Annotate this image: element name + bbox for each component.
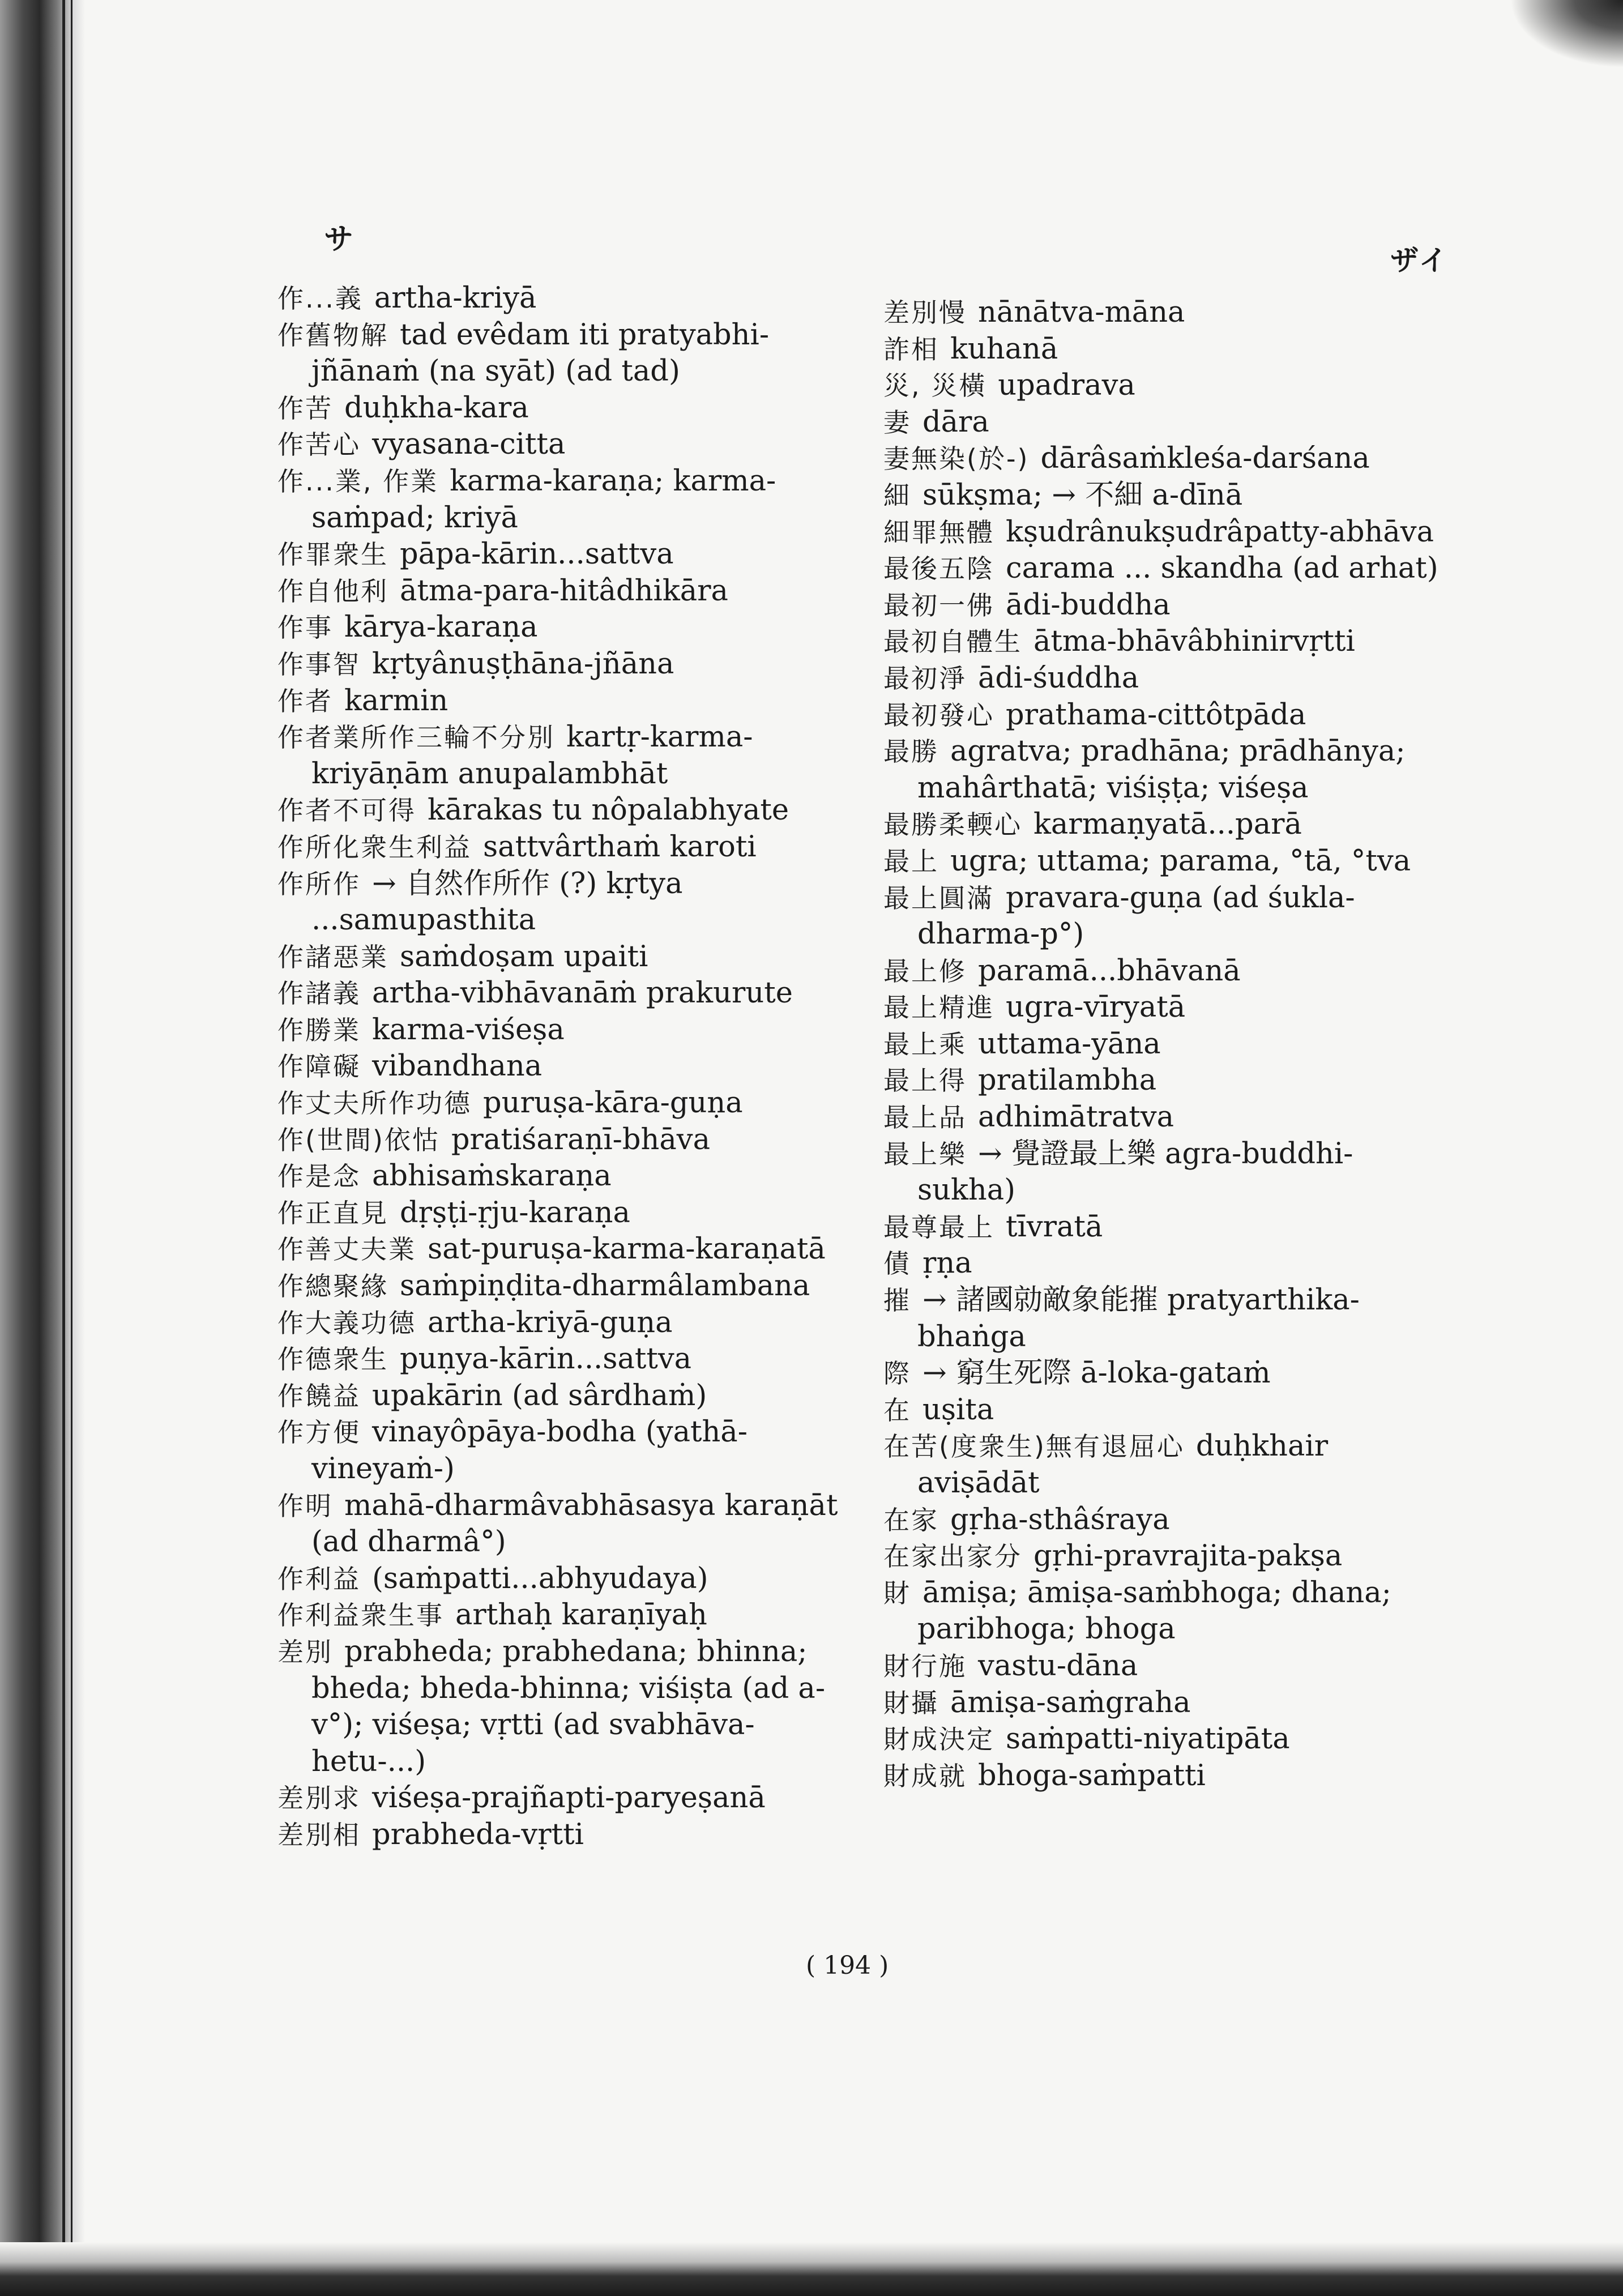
entry-sanskrit: karmaṇyatā...parā [1033, 808, 1302, 842]
entry-sanskrit: karmin [344, 684, 449, 718]
entry-term: 作是念 [277, 1161, 361, 1192]
dictionary-entry [277, 1378, 855, 1415]
dictionary-entry [277, 426, 855, 463]
entry-term: 在家 [883, 1504, 939, 1535]
entry-sanskrit: ādi-buddha [1006, 588, 1171, 622]
entry-sanskrit: pravara-guṇa (ad śukla-dharma-p°) [917, 881, 1355, 951]
entry-term: 最初自體生 [883, 626, 1022, 658]
dictionary-entry [883, 1758, 1444, 1795]
entry-sanskrit: tīvratā [1006, 1210, 1103, 1244]
entry-sanskrit: vastu-dāna [978, 1649, 1138, 1683]
binding-line [62, 0, 65, 2296]
dictionary-entry [883, 514, 1444, 551]
entry-term: 妻無染(於-) [883, 443, 1030, 475]
dictionary-entry [277, 536, 855, 573]
dictionary-entry [277, 1488, 855, 1561]
entry-sanskrit: sattvârthaṁ karoti [483, 830, 757, 864]
dictionary-entry [277, 1817, 855, 1854]
entry-term: 在苦(度衆生)無有退屈心 [883, 1431, 1185, 1462]
entry-sanskrit: gṛha-sthâśraya [950, 1503, 1170, 1537]
entry-term: 最勝柔輭心 [883, 809, 1022, 840]
entry-sanskrit: prabheda-vṛtti [372, 1817, 584, 1851]
dictionary-entry [277, 719, 855, 792]
dictionary-entry [277, 792, 855, 829]
entry-sanskrit: → 諸國勍敵象能摧 pratyarthika-bhaṅga [917, 1283, 1360, 1354]
section-kana-right: ザイ [1390, 244, 1450, 277]
dictionary-entry [883, 1062, 1444, 1099]
entry-sanskrit: kārya-karaṇa [344, 611, 538, 645]
bottom-edge-shadow [0, 2242, 1623, 2296]
entry-term: 作總聚緣 [277, 1271, 388, 1302]
entry-term: 作饒益 [277, 1380, 361, 1411]
entry-term: 作障礙 [277, 1051, 361, 1082]
entry-sanskrit: pratilambha [978, 1064, 1157, 1098]
entry-term: 債 [883, 1248, 911, 1279]
entry-term: 差別求 [277, 1783, 361, 1814]
entry-term: 作苦心 [277, 429, 361, 460]
dictionary-entry [277, 280, 855, 317]
dictionary-entry [277, 1780, 855, 1817]
entry-term: 最上品 [883, 1102, 967, 1133]
entry-term: 在家出家分 [883, 1541, 1022, 1572]
dictionary-entry [277, 646, 855, 683]
entry-sanskrit: artha-kriyā-guṇa [428, 1305, 673, 1339]
entry-sanskrit: duḥkha-kara [344, 391, 529, 425]
entry-sanskrit: puṇya-kārin...sattva [400, 1342, 692, 1376]
dictionary-entry [883, 1136, 1444, 1209]
entry-sanskrit: āmiṣa-saṁgraha [950, 1685, 1191, 1719]
entry-term: 財 [883, 1577, 911, 1608]
dictionary-entry [277, 975, 855, 1012]
dictionary-entry [277, 939, 855, 976]
entry-term: 作舊物解 [277, 319, 388, 351]
dictionary-entry [883, 806, 1444, 843]
entry-term: 作...業, 作業 [277, 466, 439, 497]
entry-term: 最上樂 [883, 1138, 967, 1170]
dictionary-entry [883, 1209, 1444, 1246]
entry-sanskrit: dāra [922, 405, 989, 439]
dictionary-entry [883, 1502, 1444, 1539]
dictionary-entry [883, 1721, 1444, 1758]
entry-term: 作...義 [277, 283, 363, 314]
dictionary-entry [277, 573, 855, 610]
entry-sanskrit: nānātva-māna [978, 296, 1185, 329]
dictionary-entry [883, 477, 1444, 514]
entry-sanskrit: karma-viśeṣa [372, 1013, 565, 1047]
entry-term: 作諸惡業 [277, 941, 388, 972]
dictionary-entry [883, 1355, 1444, 1392]
entry-term: 妻 [883, 407, 911, 438]
entry-term: 作明 [277, 1490, 333, 1521]
dictionary-entry [883, 441, 1444, 477]
entry-term: 差別 [277, 1636, 333, 1667]
entry-sanskrit: saṁpatti-niyatipāta [1006, 1722, 1290, 1756]
entry-sanskrit: carama ... skandha (ad arhat) [1006, 552, 1438, 586]
dictionary-entry [277, 1195, 855, 1232]
entry-sanskrit: saṁpiṇḍita-dharmâlambana [400, 1269, 810, 1303]
entry-sanskrit: dārâsaṁkleśa-darśana [1040, 442, 1370, 476]
dictionary-entry [883, 587, 1444, 624]
entry-sanskrit: abhisaṁskaraṇa [372, 1159, 612, 1193]
dictionary-entry [883, 697, 1444, 734]
entry-sanskrit: upadrava [998, 369, 1135, 403]
page-number: ( 194 ) [806, 1951, 889, 1980]
dictionary-entry [277, 1122, 855, 1159]
entry-term: 作者 [277, 685, 333, 716]
entry-sanskrit: agratva; pradhāna; prādhānya; mahârthatā; viśiṣṭa; viśeṣa [917, 735, 1406, 805]
entry-sanskrit: vyasana-citta [372, 428, 566, 462]
entry-term: 災, 災橫 [883, 370, 987, 402]
entry-sanskrit: vibandhana [372, 1049, 543, 1083]
dictionary-entry [277, 1634, 855, 1780]
dictionary-entry [277, 390, 855, 427]
entry-sanskrit: karma-karaṇa; karma-saṁpad; kriyā [311, 464, 776, 535]
dictionary-entry [883, 1538, 1444, 1575]
entry-sanskrit: uṣita [922, 1393, 994, 1427]
entry-sanskrit: prabheda; prabhedana; bhinna; bheda; bheda-bhinna; viśiṣta (ad a-v°); viśeṣa; vṛtti (ad svabhāva-hetu-...) [311, 1634, 826, 1778]
entry-term: 差別慢 [883, 297, 967, 328]
dictionary-entry [277, 866, 855, 939]
entry-term: 作方便 [277, 1417, 361, 1448]
entry-term: 作丈夫所作功德 [277, 1088, 472, 1119]
entry-term: 作大義功德 [277, 1307, 416, 1338]
entry-term: 細 [883, 480, 911, 511]
entry-sanskrit: vinayôpāya-bodha (yathā-vineyaṁ-) [311, 1415, 748, 1486]
entry-sanskrit: (saṁpatti...abhyudaya) [372, 1561, 708, 1595]
dictionary-entry [883, 404, 1444, 441]
entry-sanskrit: bhoga-saṁpatti [978, 1759, 1206, 1793]
dictionary-entry [277, 1414, 855, 1487]
dictionary-entry [277, 1231, 855, 1268]
dictionary-entry [883, 295, 1444, 331]
entry-term: 最上 [883, 846, 939, 877]
dictionary-entry [883, 1685, 1444, 1722]
entry-sanskrit: → 自然作所作 (?) kṛtya ...samupasthita [311, 867, 683, 937]
entry-sanskrit: artha-vibhāvanāṁ prakurute [372, 976, 793, 1010]
entry-sanskrit: paramā...bhāvanā [978, 954, 1241, 988]
entry-sanskrit: arthaḥ karaṇīyaḥ [455, 1598, 707, 1632]
entry-term: 作勝業 [277, 1014, 361, 1045]
entry-sanskrit: saṁdoṣam upaiti [400, 940, 648, 974]
entry-term: 財行施 [883, 1650, 967, 1682]
entry-term: 細罪無體 [883, 517, 994, 548]
entry-term: 最上乘 [883, 1028, 967, 1060]
entry-term: 財成決定 [883, 1724, 994, 1755]
entry-sanskrit: kārakas tu nôpalabhyate [428, 793, 789, 827]
dictionary-entry [883, 1026, 1444, 1063]
entry-sanskrit: artha-kriyā [374, 281, 537, 315]
entry-term: 作正直見 [277, 1197, 388, 1228]
section-kana-left: サ [324, 222, 354, 257]
entry-sanskrit: viśeṣa-prajñapti-paryeṣanā [372, 1781, 766, 1815]
entry-term: 差別相 [277, 1819, 361, 1850]
entry-sanskrit: kṛtyânuṣṭhāna-jñāna [372, 647, 674, 681]
entry-sanskrit: sūkṣma; → 不細 a-dīnā [922, 478, 1243, 512]
entry-term: 作事智 [277, 648, 361, 680]
dictionary-entry [883, 1575, 1444, 1648]
entry-sanskrit: ṛṇa [922, 1247, 972, 1281]
dictionary-entry [277, 1012, 855, 1049]
entry-term: 作(世間)依怙 [277, 1124, 440, 1155]
entry-term: 最上圓滿 [883, 882, 994, 914]
entry-term: 作善丈夫業 [277, 1234, 416, 1265]
entry-sanskrit: mahā-dharmâvabhāsasya karaṇāt (ad dharmâ°) [311, 1488, 838, 1559]
entry-term: 詐相 [883, 334, 939, 365]
entry-sanskrit: kṣudrânukṣudrâpatty-abhāva [1006, 515, 1434, 549]
entry-sanskrit: → 覺證最上樂 agra-buddhi-sukha) [917, 1137, 1353, 1207]
entry-term: 際 [883, 1358, 911, 1389]
entry-sanskrit: duḥkhair aviṣādāt [917, 1429, 1329, 1500]
dictionary-entry [883, 368, 1444, 404]
entry-term: 在 [883, 1394, 911, 1426]
dictionary-entry [277, 317, 855, 390]
entry-sanskrit: upakārin (ad sârdhaṁ) [372, 1379, 707, 1412]
entry-term: 最上得 [883, 1065, 967, 1096]
dictionary-entry [277, 609, 855, 646]
entry-sanskrit: puruṣa-kāra-guṇa [483, 1086, 743, 1120]
entry-term: 最初發心 [883, 699, 994, 731]
entry-term: 最上精進 [883, 992, 994, 1023]
dictionary-entry [277, 1561, 855, 1598]
dictionary-entry [883, 660, 1444, 697]
entry-term: 作罪衆生 [277, 539, 388, 570]
dictionary-entry [883, 1648, 1444, 1685]
entry-term: 作德衆生 [277, 1344, 388, 1375]
entry-term: 最後五陰 [883, 553, 994, 584]
dictionary-entry [883, 1245, 1444, 1282]
dictionary-entry [883, 843, 1444, 880]
dictionary-entry [883, 331, 1444, 368]
entry-term: 摧 [883, 1285, 911, 1316]
entry-sanskrit: pratiśaraṇī-bhāva [451, 1123, 711, 1156]
left-column [277, 280, 855, 1854]
entry-term: 作所化衆生利益 [277, 831, 472, 863]
entry-sanskrit: kuhanā [950, 332, 1058, 366]
dictionary-entry [883, 1392, 1444, 1429]
entry-term: 作苦 [277, 392, 333, 424]
entry-term: 作利益衆生事 [277, 1600, 444, 1631]
entry-term: 最尊最上 [883, 1211, 994, 1243]
entry-term: 最上修 [883, 955, 967, 987]
dictionary-entry [277, 1085, 855, 1122]
entry-sanskrit: pāpa-kārin...sattva [400, 537, 674, 571]
entry-term: 作自他利 [277, 575, 388, 607]
dictionary-entry [277, 683, 855, 720]
entry-term: 作事 [277, 612, 333, 643]
dictionary-entry [277, 1597, 855, 1634]
entry-sanskrit: prathama-cittôtpāda [1006, 698, 1306, 732]
entry-term: 財攝 [883, 1687, 939, 1718]
dictionary-entry [277, 1158, 855, 1195]
entry-sanskrit: dṛṣṭi-ṛju-karaṇa [400, 1196, 630, 1230]
corner-shadow [1510, 0, 1623, 68]
entry-term: 作者不可得 [277, 795, 416, 826]
entry-sanskrit: adhimātratva [978, 1100, 1174, 1134]
entry-sanskrit: ātma-para-hitâdhikāra [400, 574, 728, 608]
dictionary-entry [277, 1305, 855, 1342]
dictionary-entry [277, 463, 855, 536]
entry-term: 財成就 [883, 1760, 967, 1791]
binding-line [71, 0, 72, 2296]
entry-sanskrit: tad evêdam iti pratyabhi-jñānaṁ (na syāt) (ad tad) [311, 318, 770, 389]
entry-sanskrit: sat-puruṣa-karma-karaṇatā [428, 1232, 826, 1266]
entry-sanskrit: ugra; uttama; parama, °tā, °tva [950, 844, 1411, 878]
dictionary-entry [277, 1048, 855, 1085]
entry-term: 最勝 [883, 736, 939, 767]
entry-term: 作者業所作三輪不分別 [277, 722, 555, 753]
dictionary-entry [883, 1428, 1444, 1501]
dictionary-entry [277, 829, 855, 866]
entry-sanskrit: gṛhi-pravrajita-pakṣa [1033, 1539, 1343, 1573]
dictionary-entry [883, 953, 1444, 990]
dictionary-entry [883, 624, 1444, 660]
right-column [883, 295, 1444, 1794]
entry-sanskrit: uttama-yāna [978, 1027, 1161, 1061]
dictionary-entry [883, 989, 1444, 1026]
entry-sanskrit: ātma-bhāvâbhinirvṛtti [1033, 625, 1355, 659]
entry-term: 作利益 [277, 1563, 361, 1594]
entry-sanskrit: ugra-vīryatā [1006, 991, 1186, 1025]
dictionary-entry [883, 550, 1444, 587]
dictionary-entry [883, 733, 1444, 806]
entry-term: 作諸義 [277, 978, 361, 1009]
dictionary-entry [277, 1341, 855, 1378]
entry-term: 作所作 [277, 868, 361, 899]
entry-sanskrit: → 窮生死際 ā-loka-gataṁ [922, 1356, 1271, 1390]
entry-term: 最初淨 [883, 663, 967, 694]
dictionary-entry [883, 1282, 1444, 1355]
entry-term: 最初一佛 [883, 590, 994, 621]
entry-sanskrit: ādi-śuddha [978, 661, 1139, 695]
dictionary-entry [277, 1268, 855, 1305]
entry-sanskrit: kartṛ-karma-kriyāṇām anupalambhāt [311, 720, 753, 791]
dictionary-entry [883, 880, 1444, 953]
dictionary-entry [883, 1099, 1444, 1136]
entry-sanskrit: āmiṣa; āmiṣa-saṁbhoga; dhana; paribhoga; bhoga [917, 1576, 1391, 1646]
